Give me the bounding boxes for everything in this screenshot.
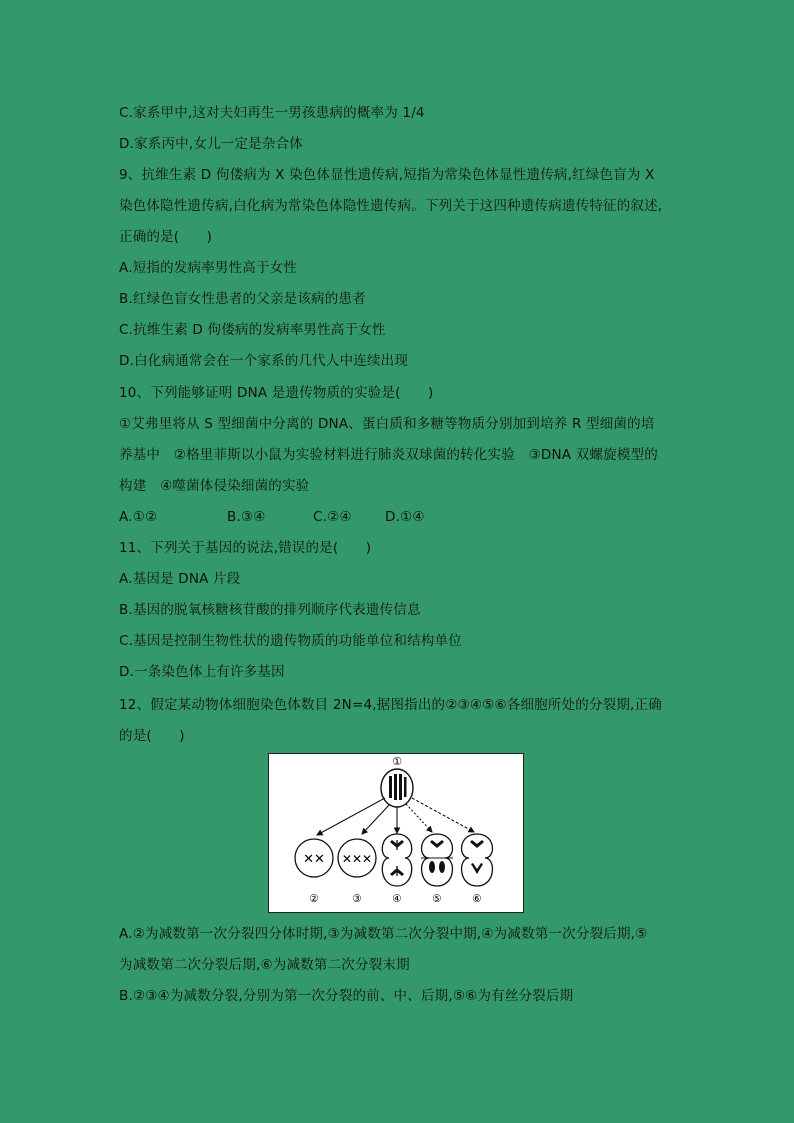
question-10-option-b: B.③④ [227,509,266,525]
question-10-options [119,508,425,526]
question-9-option-c: C.抗维生素 D 佝偻病的发病率男性高于女性 [119,322,386,338]
question-10-item-line1: ①艾弗里将从 S 型细菌中分离的 DNA、蛋白质和多糖等物质分别加到培养 R 型细菌的培 [119,416,655,432]
cell-6 [462,834,493,886]
figure-label-6: ⑥ [472,893,482,905]
svg-text:✕✕✕: ✕✕✕ [341,852,373,866]
cell-division-figure [268,753,524,913]
figure-label-1: ① [392,755,402,768]
question-12-option-a-line1: A.②为减数第一次分裂四分体时期,③为减数第二次分裂中期,④为减数第一次分裂后期,⑤ [119,926,648,942]
question-12-option-a-line2: 为减数第二次分裂后期,⑥为减数第二次分裂末期 [119,957,410,973]
figure-label-3: ③ [352,893,362,905]
question-12-stem-line1: 12、假定某动物体细胞染色体数目 2N=4,据图指出的②③④⑤⑥各细胞所处的分裂期,正确 [119,697,662,713]
question-9-stem-line1: 9、抗维生素 D 佝偻病为 X 染色体显性遗传病,短指为常染色体显性遗传病,红绿色盲为 X [119,167,655,183]
figure-label-4: ④ [392,893,402,905]
figure-label-5: ⑤ [432,893,442,905]
question-9-option-d: D.白化病通常会在一个家系的几代人中连续出现 [119,353,409,369]
cell-5 [421,834,453,886]
question-11-stem: 11、下列关于基因的说法,错误的是( ) [119,540,372,556]
question-9-stem-line3: 正确的是( ) [119,229,213,245]
question-12-option-b: B.②③④为减数分裂,分别为第一次分裂的前、中、后期,⑤⑥为有丝分裂后期 [119,988,574,1004]
question-11-option-a: A.基因是 DNA 片段 [119,571,241,587]
cell-2 [295,839,333,877]
question-8-option-d: D.家系丙中,女儿一定是杂合体 [119,136,303,152]
question-10-option-c: C.②④ [313,509,352,525]
question-10-stem: 10、下列能够证明 DNA 是遗传物质的实验是( ) [119,385,434,401]
question-10-item-line3: 构建 ④噬菌体侵染细菌的实验 [119,478,310,494]
cell-4 [382,834,411,886]
question-12-stem-line2: 的是( ) [119,728,185,744]
figure-label-2: ② [309,893,319,905]
question-10-option-a: A.①② [119,509,158,525]
question-10-item-line2: 养基中 ②格里菲斯以小鼠为实验材料进行肺炎双球菌的转化实验 ③DNA 双螺旋模型的 [119,447,658,463]
question-9-stem-line2: 染色体隐性遗传病,白化病为常染色体隐性遗传病。下列关于这四种遗传病遗传特征的叙述, [119,198,663,214]
svg-text:✕✕: ✕✕ [303,852,325,867]
parent-cell [381,769,413,807]
question-9-option-a: A.短指的发病率男性高于女性 [119,260,298,276]
question-8-option-c: C.家系甲中,这对夫妇再生一男孩患病的概率为 1/4 [119,105,425,121]
question-10-option-d: D.①④ [385,509,425,525]
cell-3 [338,839,376,877]
question-9-option-b: B.红绿色盲女性患者的父亲是该病的患者 [119,291,366,307]
question-11-option-c: C.基因是控制生物性状的遗传物质的功能单位和结构单位 [119,633,462,649]
question-11-option-b: B.基因的脱氧核糖核苷酸的排列顺序代表遗传信息 [119,602,421,618]
division-arrows [317,798,474,835]
cell-division-diagram [269,754,525,914]
question-11-option-d: D.一条染色体上有许多基因 [119,664,285,680]
